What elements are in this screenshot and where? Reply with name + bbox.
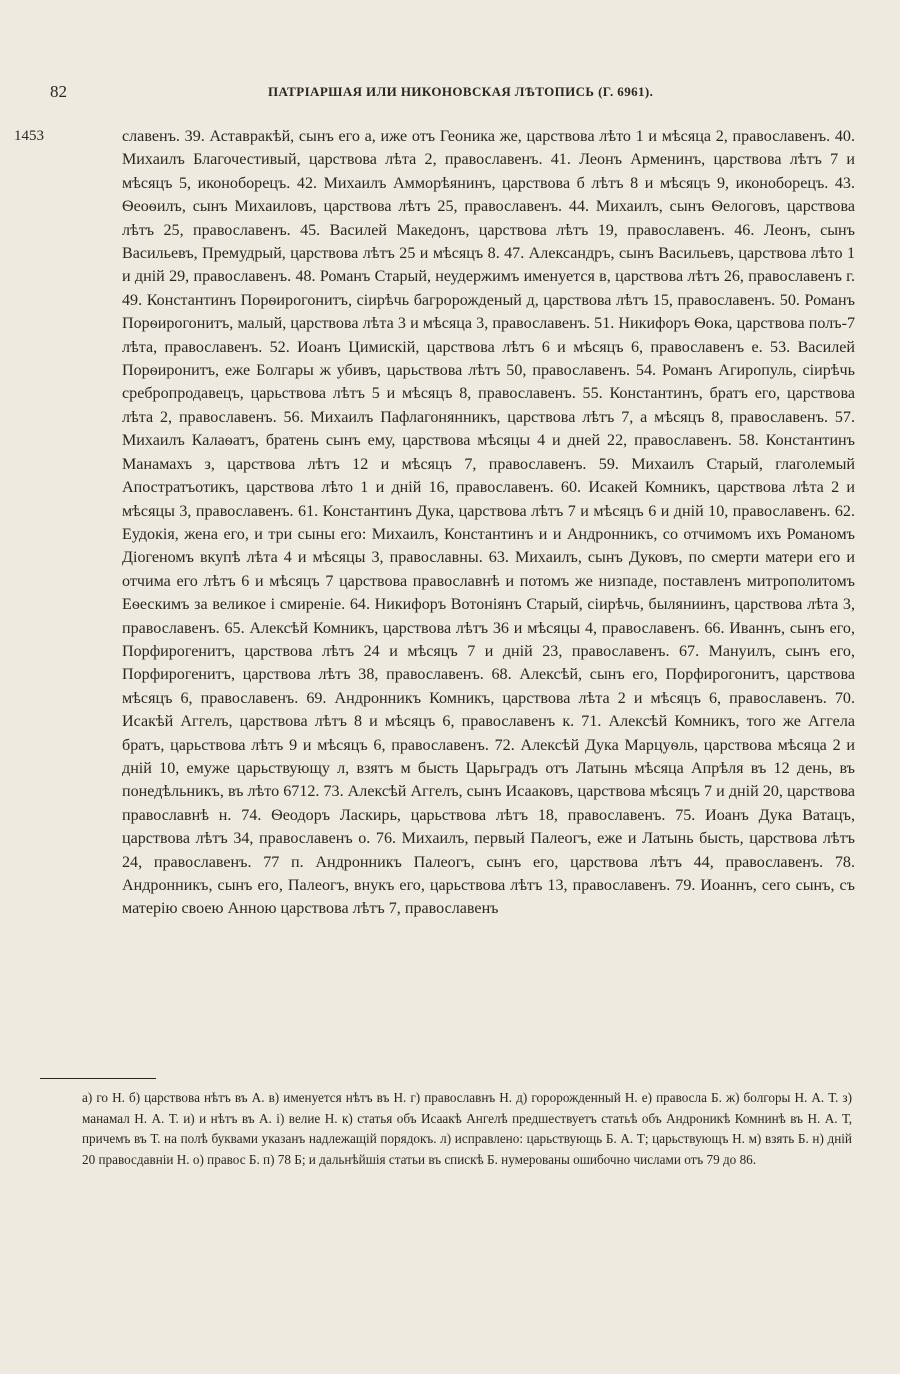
- margin-year: 1453: [14, 128, 44, 144]
- footnotes-block: [82, 1088, 852, 1171]
- main-paragraph: славенъ. 39. Аставракѣй, сынъ его а, иже отъ Геоника же, царствова лѣто 1 и мѣсяца 2, православенъ. 40. Михаилъ Благочестивый, царствова лѣта 2, православенъ. 41. Леонъ Арменинъ, царствова лѣтъ 7 и мѣсяцъ 5, иконоборецъ. 42. Михаилъ Амморѣянинъ, царствова б лѣтъ 8 и мѣсяцъ 9, иконоборецъ. 43. Ѳеоѳилъ, сынъ Михаиловъ, царствова лѣтъ 25, православенъ. 44. Михаилъ, сынъ Ѳелоговъ, царствова лѣтъ 25, православенъ. 45. Василей Македонъ, царствова лѣтъ 19, православенъ. 46. Леонъ, сынъ Васильевъ, Премудрый, царствова лѣтъ 25 и мѣсяцъ 8. 47. Александръ, сынъ Васильевъ, царствова лѣто 1 и днiй 29, православенъ. 48. Романъ Старый, неудержимъ именуется в, царствова лѣтъ 26, православенъ г. 49. Константинъ Порѳирогонитъ, сiирѣчь багророжденый д, царствова лѣтъ 15, православенъ. 50. Романъ Порѳирогонитъ, малый, царствова лѣта 3 и мѣсяца 3, православенъ. 51. Никифоръ Ѳока, царствова полъ-7 лѣта, православенъ. 52. Иоанъ Цимискiй, царствова лѣтъ 6 и мѣсяцъ 6, православенъ е. 53. Василей Порѳиронитъ, еже Болгары ж убивъ, царьствова лѣтъ 50, православенъ. 54. Романъ Агиропуль, сiирѣчь сребропродавецъ, царьствова лѣтъ 5 и мѣсяцъ 8, православенъ. 55. Константинъ, братъ его, царствова лѣта 2, православенъ. 56. Михаилъ Пафлагонянникъ, царствова лѣтъ 7, а мѣсяцъ 8, православенъ. 57. Михаилъ Калаѳатъ, братень сынъ ему, царствова мѣсяцы 4 и дней 22, православенъ. 58. Константинъ Манамахъ з, царствова лѣтъ 12 и мѣсяцъ 7, православенъ. 59. Михаилъ Старый, глаголемый Апостратъотикъ, царствова лѣто 1 и днiй 16, православенъ. 60. Исакей Комникъ, царствова лѣта 2 и мѣсяцы 3, православенъ. 61. Константинъ Дука, царствова лѣтъ 7 и мѣсяцъ 6 и днiй 10, православенъ. 62. Еудокiя, жена его, и три сыны его: Михаилъ, Константинъ и и Андронникъ, со отчимомъ ихъ Романомъ Дiогеномъ вкупѣ лѣта 4 и мѣсяцы 3, православны. 63. Михаилъ, сынъ Дуковъ, по смерти матери его и отчима его лѣтъ 6 и мѣсяцъ 7 царствова православнѣ и потомъ же низпаде, поставленъ митрополитомъ Еѳескимъ за великое i смиренiе. 64. Никифоръ Вотонiянъ Старый, сiирѣчь, быляниинъ, царствова лѣта 3, православенъ. 65. Алексѣй Комникъ, царствова лѣтъ 36 и мѣсяцы 4, православенъ. 66. Иваннъ, сынъ его, Порфирогенитъ, царствова лѣтъ 24 и мѣсяцъ 7 и днiй 23, православенъ. 67. Мануилъ, сынъ его, Порфирогенитъ, царствова лѣтъ 38, православенъ. 68. Алексѣй, сынъ его, Порфирогонитъ, царствова мѣсяцъ 6, православенъ. 69. Андронникъ Комникъ, царствова лѣта 2 и мѣсяцъ 6, православенъ. 70. Исакѣй Аггелъ, царствова лѣтъ 8 и мѣсяцъ 6, православенъ к. 71. Алексѣй Комникъ, того же Аггела братъ, царьствова лѣтъ 9 и мѣсяцъ 6, православенъ. 72. Алексѣй Дука Марцуѳль, царствова мѣсяца 2 и днiй 10, емуже царьствующу л, взятъ м бысть Царьградъ отъ Латынь мѣсяца Апрѣля въ 12 день, въ понедѣльникъ, въ лѣто 6712. 73. Алексѣй Аггелъ, сынъ Исааковъ, царствова мѣсяцъ 7 и днiй 20, царствова православнѣ н. 74. Ѳеодоръ Ласкирь, царьствова лѣтъ 18, православенъ. 75. Иоанъ Дука Ватацъ, царствова лѣтъ 34, православенъ о. 76. Михаилъ, первый Палеогъ, еже и Латынь бысть, царствова лѣтъ 24, православенъ. 77 п. Андронникъ Палеогъ, сынъ его, царствова лѣтъ 44, православенъ. 78. Андронникъ, сынъ его, Палеогъ, внукъ его, царьствова лѣтъ 13, православенъ. 79. Иоаннъ, сего сынъ, съ матерiю своею Анною царствова лѣтъ 7, православенъ: [122, 128, 855, 918]
- main-text-block: [122, 125, 855, 921]
- running-title: ПАТРІАРШАЯ ИЛИ НИКОНОВСКАЯ ЛѢТОПИСЬ (Г. 6961).: [268, 84, 654, 99]
- page-number: 82: [50, 82, 67, 101]
- footnote-divider: [40, 1078, 156, 1079]
- footnotes-paragraph: а) го Н. б) царствова нѣтъ въ А. в) именуется нѣтъ въ Н. г) православнъ Н. д) горорожденный Н. е) правосла Б. ж) болгоры Н. А. Т. з) манамал Н. А. Т. и) и нѣтъ въ А. i) велие Н. к) статья объ Исаакѣ Ангелѣ предшествуетъ статьѣ объ Андроникѣ Комнинѣ въ Н. А. Т, причемъ въ Т. на полѣ буквами указанъ надлежащiй порядокъ. л) исправлено: царьствующь Б. А. Т; царьствующъ Н. м) взять Б. н) днiй 20 правосдавнiи Н. о) правос Б. п) 78 Б; и дальнѣйшiя статьи въ спискѣ Б. нумерованы ошибочно числами отъ 79 до 86.: [82, 1090, 852, 1168]
